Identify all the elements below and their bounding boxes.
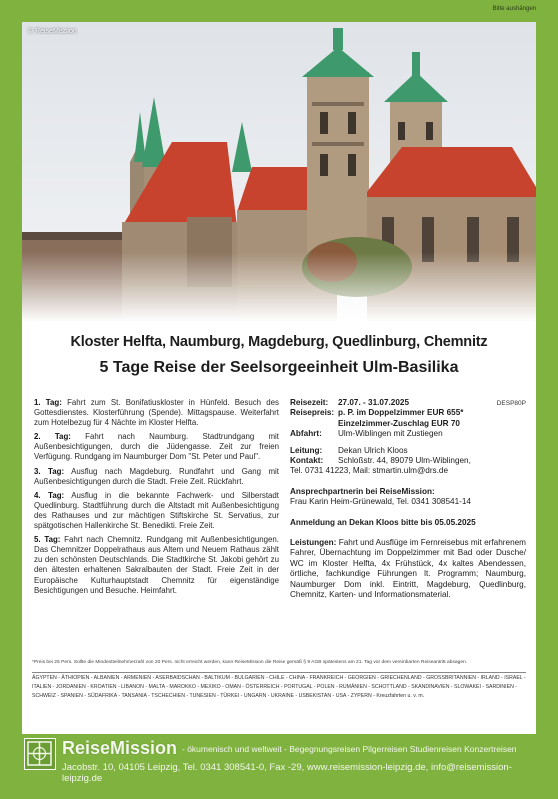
price-footnote: *Preis bei 25 Pers. Sollte die Mindestteilnehmerzahl von 20 Pers. nicht erreicht werden, kann ReiseMission die Reise gemäß § 9 AGB spätestens am 21. Tag vor dem vereinbarten Reiseantritt absagen. [32, 660, 468, 665]
travel-price: Reisepreis: p. P. im Doppelzimmer EUR 655* [290, 408, 464, 418]
departure: Abfahrt: Ulm-Wiblingen mit Zustiegen [290, 429, 443, 439]
contact-person-heading: Ansprechpartnerin bei ReiseMission: [290, 486, 435, 496]
trip-leader: Leitung: Dekan Ulrich Kloos [290, 445, 408, 455]
itinerary-day: 4. Tag: Ausflug in die bekannte Fachwerk- und Silberstadt Quedlinburg. Stadtführung durch die Altstadt mit Außenbesichtigung des Rathauses und zur mächtigen Stiftskirche St. Servatius, zur spätgotischen Hallenkirche St. Benedikti. Freie Zeit. [34, 490, 279, 531]
brand-name: ReiseMission [62, 738, 178, 758]
itinerary [34, 398, 279, 600]
reisemission-logo-icon [24, 738, 56, 770]
itinerary-day: 2. Tag: Fahrt nach Naumburg. Stadtrundgang mit Außenbesichtigungen, durch die Jüdengasse. Zeit zur freien Verfügung. Rundgang im Naumburger Dom "St. Peter und Paul". [34, 432, 279, 462]
single-supplement: Einzelzimmer-Zuschlag EUR 70 [338, 418, 460, 428]
itinerary-day: 3. Tag: Ausflug nach Magdeburg. Rundfahrt und Gang mit Außenbesichtigungen durch die Stadt. Freie Zeit. Rückfahrt. [34, 466, 279, 486]
cathedral-illustration [22, 22, 536, 322]
photo-copyright: © ReiseMission [28, 28, 77, 35]
flyer-sheet [22, 22, 536, 734]
contact-person: Frau Karin Heim-Grünewald, Tel. 0341 308541-14 [290, 497, 471, 507]
page-note: Bitte aushängen [492, 6, 536, 12]
services: Leistungen: Fahrt und Ausflüge im Fernreisebus mit erfahrenem Fahrer, Übernachtung im Doppelzimmer mit Bad oder Dusche/ WC im Kloster Helfta, 4x Frühstück, 4x kaltes Abendessen, örtliche, fachkundige Führungen lt. Programm; Naumburg, Naumburger Dom inkl. Eintritt, Magdeburg, Quedlinburg, Chemnitz, Karten- und Informationsmaterial. [290, 538, 526, 600]
contact-phone-mail: Tel. 0731 41223, Mail: stmartin.ulm@drs.de [290, 466, 449, 476]
trip-title: Kloster Helfta, Naumburg, Magdeburg, Quedlinburg, Chemnitz [70, 334, 488, 350]
brand-contact: Jacobstr. 10, 04105 Leipzig, Tel. 0341 308541-0, Fax -29, www.reisemission-leipzig.de, info@reisemission-leipzig.de [62, 762, 512, 784]
left-tower [307, 72, 369, 262]
destinations-list: ÄGYPTEN - ÄTHIOPIEN - ALBANIEN - ARMENIEN - ASERBAIDSCHAN - BALTIKUM - BULGARIEN - CHILE - CHINA - FRANKREICH - GEORGIEN - GRIECHENLAND - GROSSBRITANNIEN - IRLAND - ISRAEL - ITALIEN - JORDANIEN - KROATIEN - LIBANON - MALTA - MAROKKO - MEXIKO - OMAN - ÖSTERREICH - PORTUGAL - POLEN - RUMÄNIEN - SCHOTTLAND - SKANDINAVIEN - SLOWAKEI - SARDINIEN - SCHWEIZ - SPANIEN - SÜDAFRIKA - TANSANIA - TSCHECHIEN - TUNESIEN - TÜRKEI - UNGARN - UKRAINE - USBEKISTAN - USA - ZYPERN - Kreuzfahrten u. v. m. [32, 672, 526, 701]
itinerary-day: 5. Tag: Fahrt nach Chemnitz. Rundgang mit Außenbesichtigungen. Das Chemnitzer Doppelrathaus aus Altem und Neuem Rathaus zählt zu den schönsten Deutschlands. Die Stadtkirche St. Jakobi gehört zu den ältesten erhaltenen Sakralbauten der Stadt. Freie Zeit in der Europäische Kulturhauptstadt Chemnitz für eigenständige Besichtigungen und Besuche. Heimfahrt. [34, 535, 279, 595]
trip-code: DESP80P [496, 400, 526, 407]
trip-subtitle: 5 Tage Reise der Seelsorgeeinheit Ulm-Basilika [99, 359, 459, 376]
brand-tagline: - ökumenisch und weltweit - Begegnungsreisen Pilgerreisen Studienreisen Konzertreisen [182, 744, 517, 754]
travel-dates: Reisezeit: 27.07. - 31.07.2025 [290, 398, 410, 407]
footer [22, 736, 536, 782]
registration-deadline: Anmeldung an Dekan Kloos bitte bis 05.05.2025 [290, 517, 476, 527]
contact: Kontakt: Schloßstr. 44, 89079 Ulm-Wiblingen, [290, 456, 471, 466]
itinerary-day: 1. Tag: Fahrt zum St. Bonifatiuskloster in Hünfeld. Besuch des Gottesdienstes. Klosterführung (Spende). Mittagspause. Weiterfahrt zum Hotelbezug für 4 Nächte im Kloster Helfta. [34, 398, 279, 428]
cathedral-photo [22, 22, 536, 322]
trip-info [290, 398, 526, 601]
